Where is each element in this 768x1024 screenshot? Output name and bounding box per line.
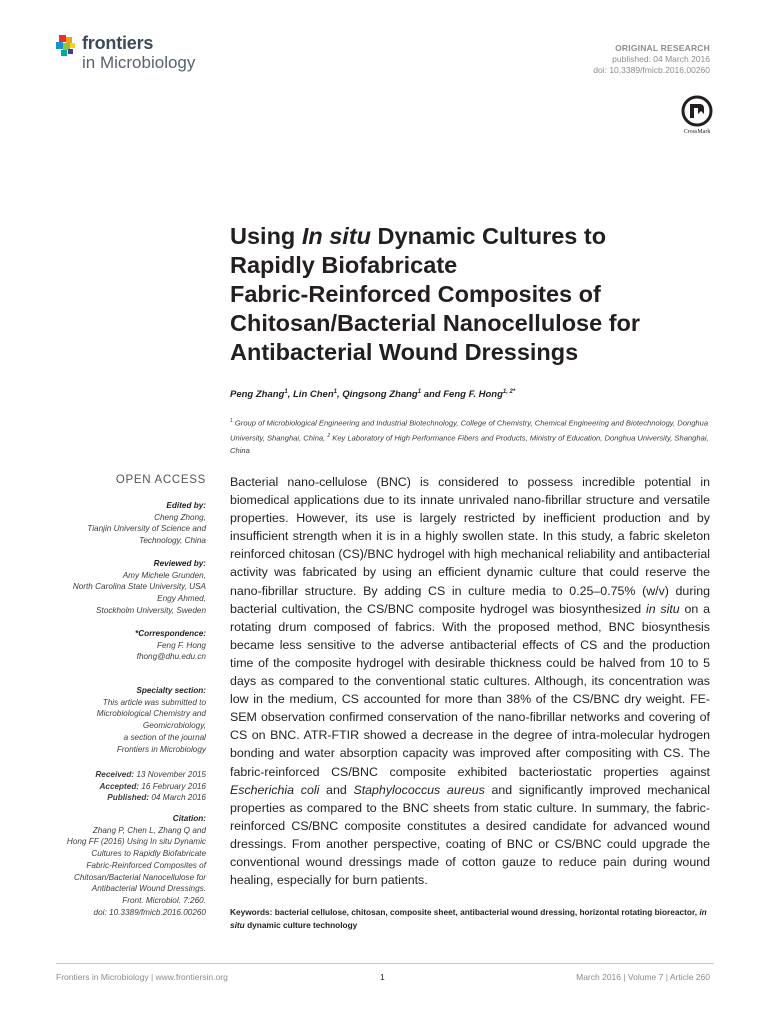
page-number: 1 <box>380 972 385 982</box>
sidebar-citation <box>40 813 206 918</box>
reviewer-line: Engy Ahmed, <box>157 594 206 604</box>
citation-line: Fabric-Reinforced Composites of <box>86 860 206 870</box>
author-name[interactable]: Qingsong Zhang <box>342 389 418 401</box>
author-separator: , <box>336 389 343 401</box>
abstract-italic: Escherichia coli <box>230 782 320 797</box>
logo-word-journal: in Microbiology <box>82 53 196 72</box>
reviewer-line: Stockholm University, Sweden <box>96 605 206 615</box>
abstract-italic: in situ <box>645 601 680 616</box>
author-affil: 1, 2* <box>502 389 516 395</box>
reviewer-line: Amy Michele Grunden, <box>122 570 206 580</box>
doi: doi: 10.3389/fmicb.2016.00260 <box>593 65 710 75</box>
title-line5: Antibacterial Wound Dressings <box>230 339 579 365</box>
sidebar-reviewed-by <box>40 558 206 617</box>
abstract-text: and <box>319 782 354 797</box>
author-affil: 1 <box>417 389 422 395</box>
affil-text: Key Laboratory of High Performance Fibers and Products, Ministry of Education, Donghua University, Shanghai, China <box>230 433 709 456</box>
author-affil: 1 <box>333 389 337 395</box>
published-date-side: 04 March 2016 <box>149 793 206 803</box>
editor-line: Technology, China <box>139 536 206 546</box>
reviewed-by-label: Reviewed by: <box>153 559 206 568</box>
footer-issue: March 2016 | Volume 7 | Article 260 <box>576 972 710 982</box>
author-separator: , <box>287 389 293 401</box>
accepted-label: Accepted: <box>99 781 140 791</box>
keywords-text: bacterial cellulose, chitosan, composite sheet, antibacterial wound dressing, horizontal rotating bioreactor, <box>272 907 700 917</box>
specialty-line: a section of the journal <box>123 732 206 742</box>
author-affil: 1 <box>284 389 288 395</box>
keywords-label: Keywords: <box>230 907 273 917</box>
article-title <box>230 222 720 367</box>
correspondence-email[interactable]: fhong@dhu.edu.cn <box>136 652 206 662</box>
reviewer-line: North Carolina State University, USA <box>72 582 206 592</box>
article-meta <box>593 43 710 76</box>
open-access-label: OPEN ACCESS <box>115 474 206 486</box>
specialty-label: Specialty section: <box>136 686 206 695</box>
citation-label: Citation: <box>172 814 206 823</box>
abstract <box>230 473 710 889</box>
correspondence-name: Feng F. Hong <box>156 640 206 650</box>
journal-logo <box>56 33 226 83</box>
citation-line: doi: 10.3389/fmicb.2016.00260 <box>93 907 206 917</box>
published-label: Published: <box>107 793 150 803</box>
article-type: ORIGINAL RESEARCH <box>615 43 710 53</box>
footer-divider <box>56 963 714 964</box>
author-list <box>230 389 515 400</box>
citation-line: Hong FF (2016) Using In situ Dynamic <box>66 837 206 847</box>
abstract-text: and significantly improved mechanical properties as compared to the BNC sheets from static culture. In summary, the fabric-reinforced CS/BNC composite constitutes a desired candidate for advanced wound dressings. From another perspective, coating of BNC or CS/BNC could upgrade the conventional wound dressings made of cotton gauze to reduce pain during wound healing, especially for burn patients. <box>230 782 710 888</box>
sidebar-specialty <box>40 685 206 755</box>
title-line1-italic: In situ <box>301 223 372 249</box>
title-line4: Chitosan/Bacterial Nanocellulose for <box>230 310 641 336</box>
title-line1-post: Dynamic Cultures to <box>371 223 607 249</box>
crossmark-badge[interactable] <box>679 95 715 139</box>
sidebar-dates <box>40 769 206 804</box>
keywords-tail: dynamic culture technology <box>244 919 358 930</box>
frontiers-logo-icon <box>56 35 78 57</box>
accepted-date: 16 February 2016 <box>139 781 206 791</box>
title-line2: Rapidly Biofabricate <box>230 252 458 278</box>
editor-line: Cheng Zhong, <box>154 512 206 522</box>
specialty-line: Geomicrobiology, <box>142 721 206 731</box>
sidebar-edited-by <box>40 500 206 547</box>
edited-by-label: Edited by: <box>166 501 206 510</box>
citation-line: Chitosan/Bacterial Nanocellulose for <box>74 872 206 882</box>
specialty-line: Frontiers in Microbiology <box>116 744 206 754</box>
abstract-text: on a rotating drum composed of fabrics. With the proposed method, BNC biosynthesis became less sensitive to the adverse antibacterial effects of CS and the production time of the composite hydrogel with desirable thickness could be halved from 10 to 5 days as compared to the conventional static cultures. Although, its concentration was low in the medium, CS accounted for more than 38% of the CS/BNC dry weight. FE-SEM observation confirmed conservation of the nano-fibrillar networks and covering of CS on BNC. ATR-FTIR showed a decrease in the degree of intra-molecular hydrogen bonding and water absorption capacity was improved after compositing with CS. The fabric-reinforced CS/BNC composite exhibited bacteriostatic properties against <box>230 601 710 779</box>
title-line1-pre: Using <box>230 223 302 249</box>
affiliations <box>230 415 718 457</box>
received-label: Received: <box>95 770 135 779</box>
received-date: 13 November 2015 <box>134 770 206 779</box>
editor-line: Tianjin University of Science and <box>87 524 206 534</box>
abstract-italic: Staphylococcus aureus <box>353 782 485 797</box>
citation-line: Front. Microbiol. 7:260. <box>122 895 206 905</box>
specialty-line: Microbiological Chemistry and <box>96 709 206 719</box>
author-name[interactable]: Feng F. Hong <box>443 389 503 401</box>
keywords-italic: in situ <box>230 907 707 930</box>
footer-journal-link[interactable]: Frontiers in Microbiology | www.frontiersin.org <box>56 972 228 982</box>
logo-word-frontiers: frontiers <box>82 33 154 53</box>
title-line3: Fabric-Reinforced Composites of <box>230 281 601 307</box>
citation-line: Cultures to Rapidly Biofabricate <box>91 849 206 859</box>
citation-line: Zhang P, Chen L, Zhang Q and <box>92 825 206 835</box>
affil-marker: 2 <box>327 432 331 439</box>
abstract-text: Bacterial nano-cellulose (BNC) is considered to possess incredible potential in biomedical applications due to its innate unrivaled nano-fibrillar structure and versatile properties. However, its use is largely restricted by inefficient production and by insufficient strength when it is in a highly swollen state. In this study, a fabric skeleton reinforced chitosan (CS)/BNC hydrogel with high mechanical reliability and antibacterial activity was fabricated by using an efficient dynamic culture that could reserve the nano-fibrillar structure. By adding CS in culture media to 0.25–0.75% (w/v) during bacterial cultivation, the CS/BNC composite hydrogel was biosynthesized <box>230 475 710 616</box>
specialty-line: This article was submitted to <box>102 697 206 707</box>
correspondence-label: *Correspondence: <box>135 629 206 638</box>
crossmark-icon <box>679 95 715 129</box>
crossmark-label: CrossMark <box>683 129 711 135</box>
affil-text: Group of Microbiological Engineering and Industrial Biotechnology, College of Chemistry, Chemical Engineering and Biotechnology, Donghua University, Shanghai, China, <box>230 418 709 443</box>
keywords <box>230 906 710 931</box>
author-separator: and <box>421 389 444 401</box>
author-name[interactable]: Peng Zhang <box>230 389 285 401</box>
sidebar-correspondence <box>40 628 206 663</box>
citation-line: Antibacterial Wound Dressings. <box>91 884 206 894</box>
author-name[interactable]: Lin Chen <box>293 389 334 401</box>
affil-marker: 1 <box>230 418 233 424</box>
published-date: published: 04 March 2016 <box>612 54 710 64</box>
